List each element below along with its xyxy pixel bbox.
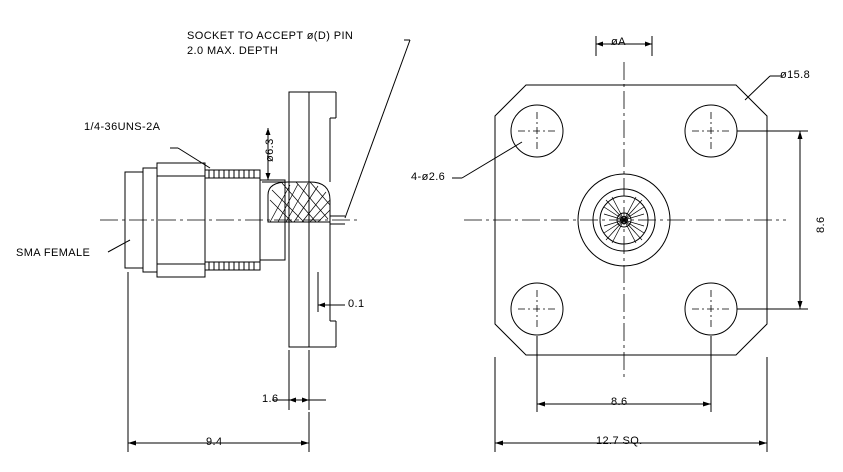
- dia-15p8-label: ø15.8: [780, 69, 811, 81]
- dim-8p6-vertical-label: 8.6: [815, 216, 827, 233]
- dim-1p6-label: 1.6: [262, 393, 279, 405]
- dim-9p4-label: 9.4: [206, 436, 223, 448]
- holes-4x2p6-label: 4-ø2.6: [411, 171, 446, 183]
- socket-note-leader: [345, 40, 410, 218]
- dim-0p1: [318, 272, 345, 312]
- socket-note-line1: SOCKET TO ACCEPT ø(D) PIN: [187, 30, 354, 42]
- sma-female-leader: [108, 240, 130, 252]
- dim-1p6: [272, 350, 326, 410]
- front-view-geometry: [452, 36, 811, 452]
- socket-note-line2: 2.0 MAX. DEPTH: [187, 45, 279, 57]
- dia-a-label: øA: [611, 36, 626, 48]
- dim-8p6-horizontal-label: 8.6: [611, 396, 628, 408]
- insulator-hatch: [270, 182, 330, 222]
- side-view-geometry: [100, 40, 410, 452]
- dia-15p8-leader: [745, 76, 770, 100]
- thread-label: 1/4-36UNS-2A: [84, 121, 161, 133]
- dia-6p3-label: ø6.3: [264, 138, 276, 162]
- thread-leader: [178, 148, 210, 168]
- dim-12p7-sq-label: 12.7 SQ.: [596, 435, 643, 447]
- holes-leader: [462, 142, 522, 178]
- sma-female-label: SMA FEMALE: [16, 247, 91, 259]
- thickness-0p1-label: 0.1: [348, 298, 365, 310]
- flange-plate: [289, 92, 309, 347]
- dim-9p4: [128, 272, 309, 452]
